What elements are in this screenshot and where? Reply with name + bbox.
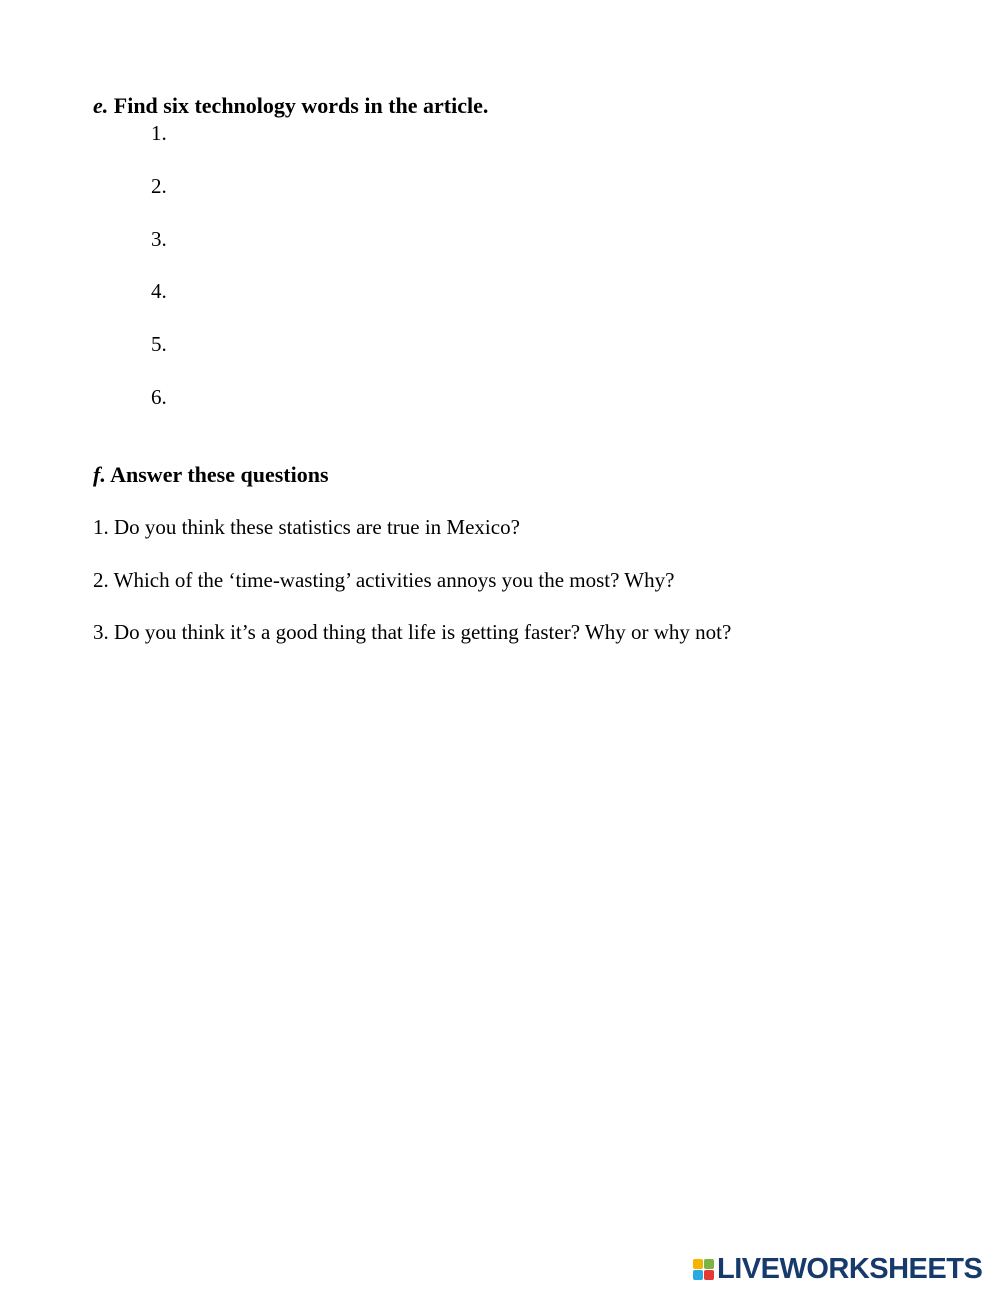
questions-list bbox=[93, 514, 731, 672]
section-e-letter: e. bbox=[93, 93, 109, 118]
logo-tile bbox=[693, 1259, 703, 1269]
question-item: 3. Do you think it’s a good thing that life is getting faster? Why or why not? bbox=[93, 620, 732, 645]
section-f-letter: f. bbox=[93, 462, 106, 487]
logo-tile bbox=[704, 1270, 714, 1280]
section-e-heading bbox=[93, 93, 488, 119]
section-e-title: Find six technology words in the article. bbox=[113, 93, 489, 118]
liveworksheets-logo bbox=[693, 1254, 982, 1284]
list-item: 1. bbox=[151, 121, 167, 145]
list-item: 3. bbox=[151, 226, 167, 251]
list-item: 5. bbox=[151, 332, 167, 357]
technology-words-list bbox=[151, 120, 167, 437]
list-item: 2. bbox=[151, 173, 167, 198]
liveworksheets-logo-icon bbox=[693, 1259, 714, 1280]
list-item: 4. bbox=[151, 279, 167, 304]
section-f-heading bbox=[93, 462, 329, 488]
section-f-title: Answer these questions bbox=[110, 462, 329, 487]
logo-tile bbox=[693, 1270, 703, 1280]
question-item: 2. Which of the ‘time-wasting’ activities annoys you the most? Why? bbox=[93, 567, 675, 592]
question-item: 1. Do you think these statistics are true in Mexico? bbox=[93, 515, 520, 539]
logo-wordmark: LIVEWORKSHEETS bbox=[717, 1253, 983, 1285]
logo-tile bbox=[704, 1259, 714, 1269]
list-item: 6. bbox=[151, 384, 167, 409]
